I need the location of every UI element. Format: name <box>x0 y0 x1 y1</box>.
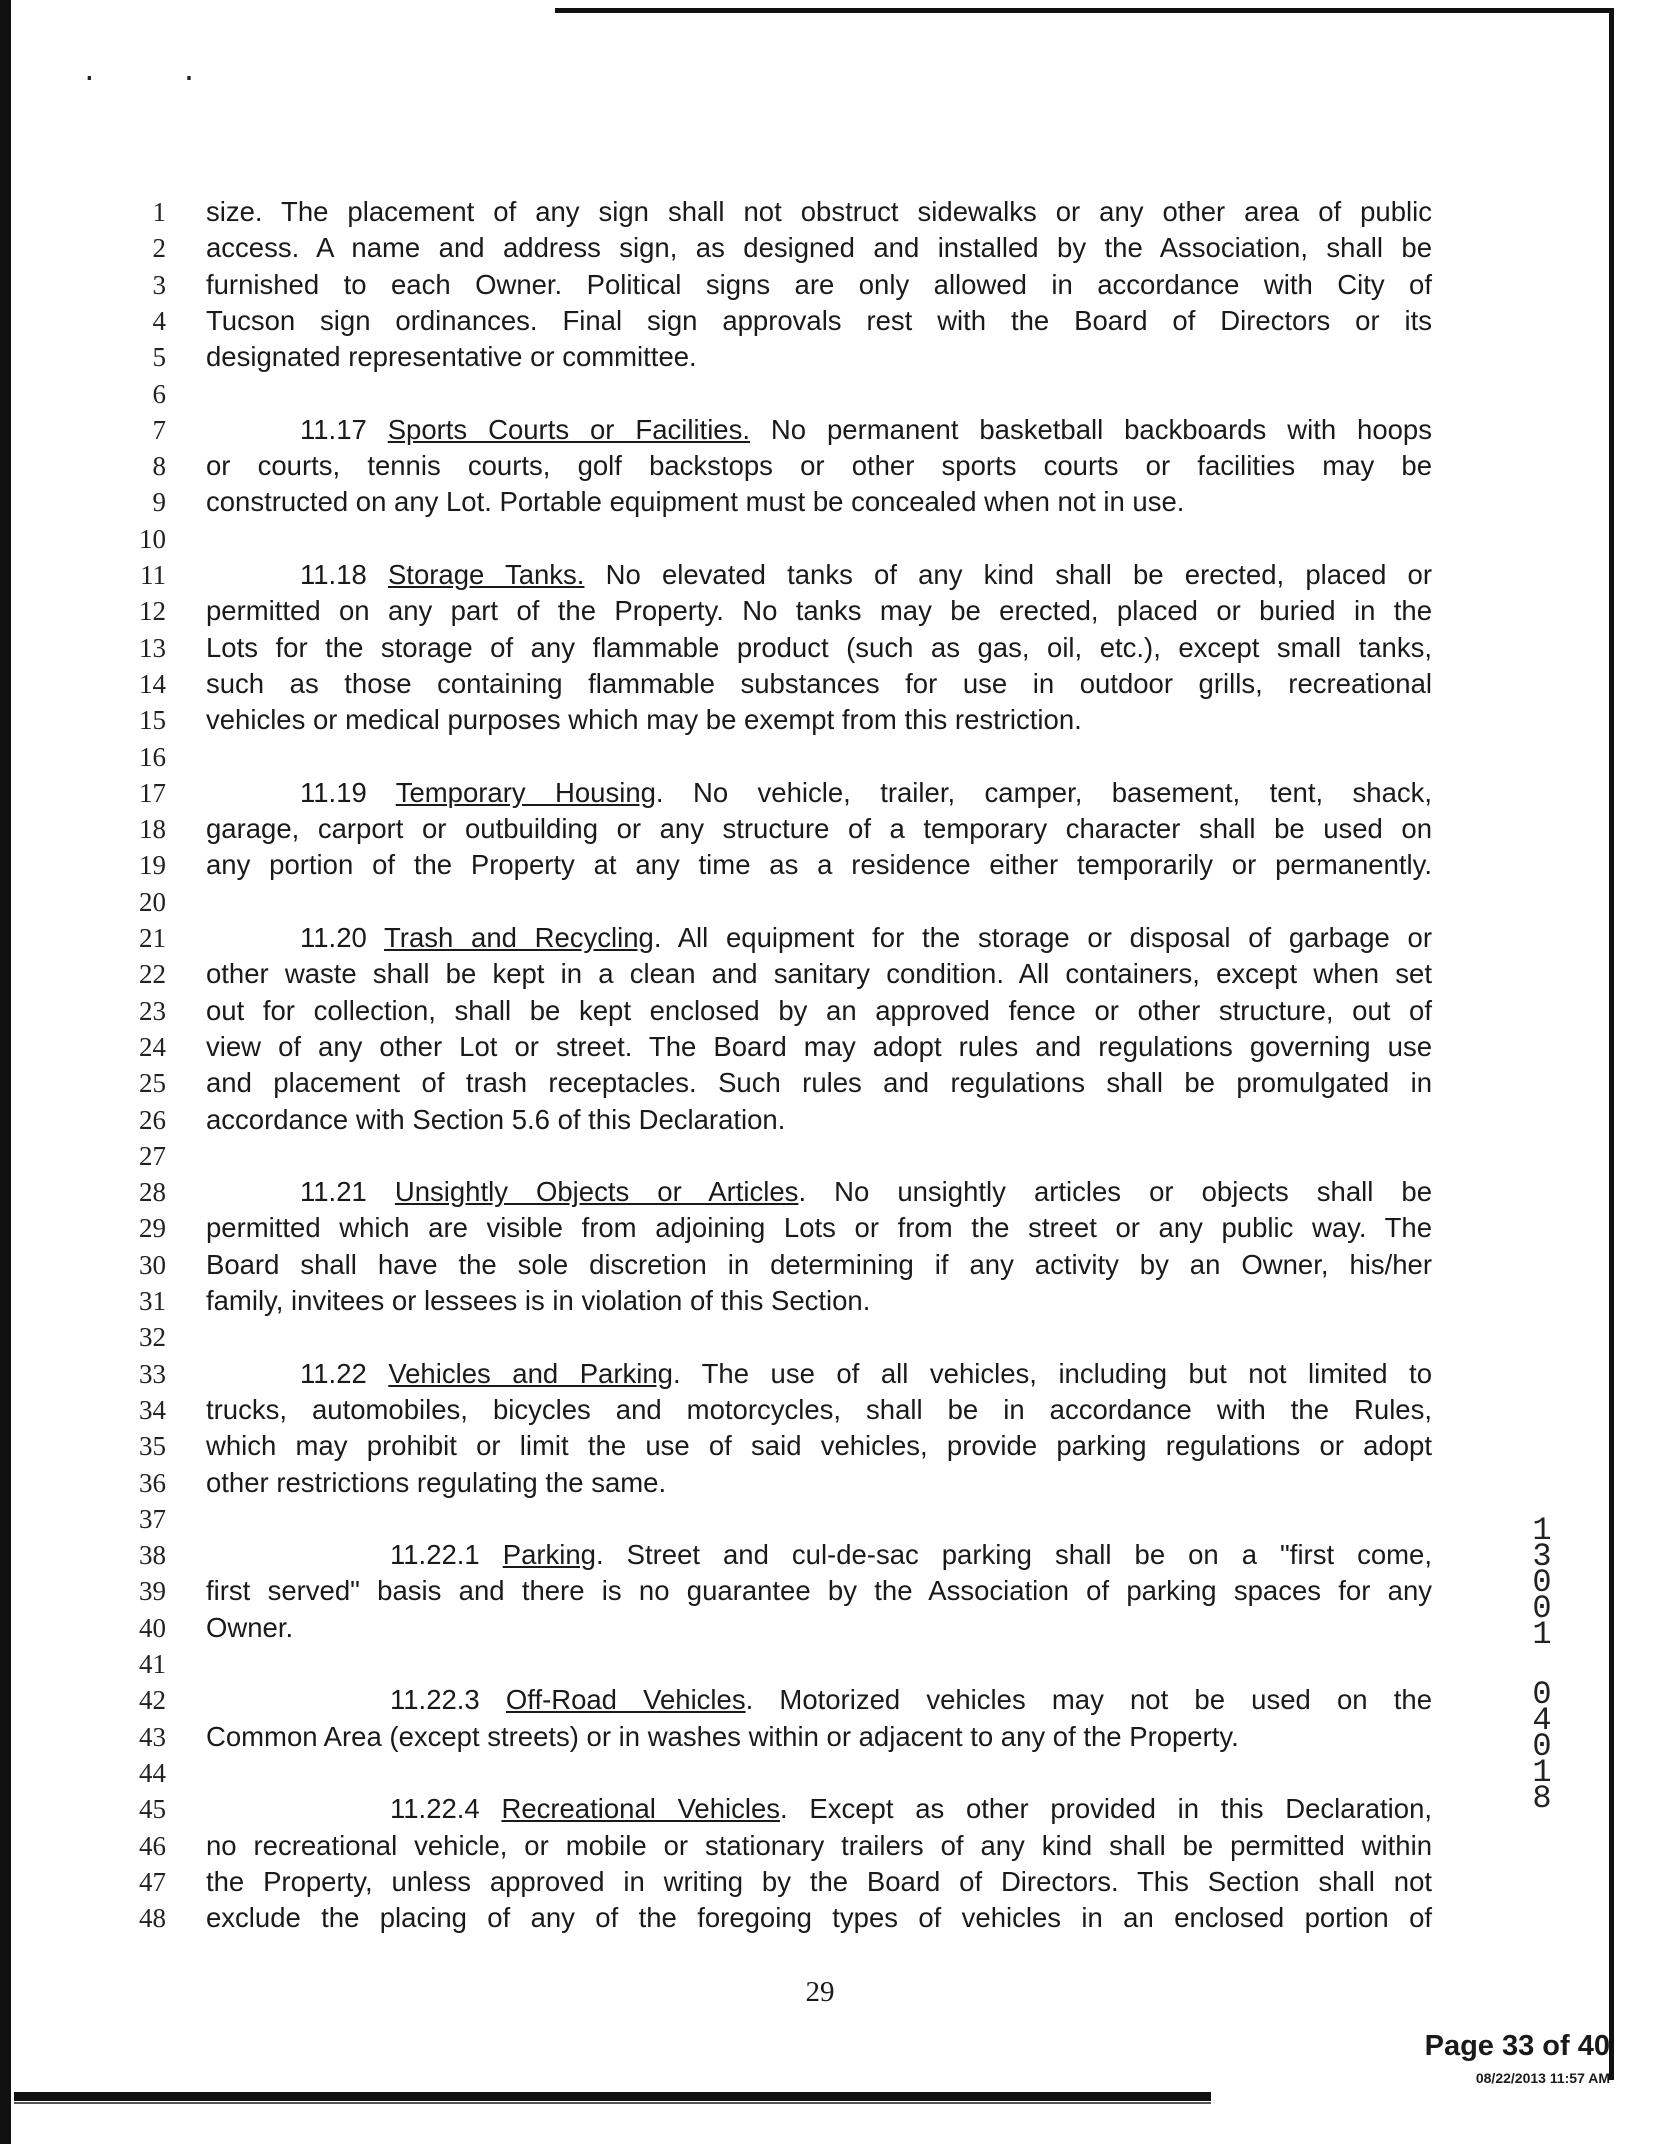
line-number: 40 <box>139 1612 166 1643</box>
text-line <box>0 1174 1600 1210</box>
line-number: 42 <box>139 1685 166 1716</box>
line-text: the Property, unless approved in writing by the Board of Directors. This Section shall not <box>206 1865 1432 1897</box>
line-number: 25 <box>139 1068 166 1099</box>
stamp-digit: 0 <box>1532 1564 1552 1601</box>
line-number: 48 <box>139 1903 166 1934</box>
text-line <box>0 920 1600 956</box>
section-heading: Recreational Vehicles <box>501 1793 781 1825</box>
text-line <box>0 1573 1600 1609</box>
stamp-digit: 0 <box>1532 1676 1552 1713</box>
line-number: 2 <box>152 233 166 264</box>
line-number: 27 <box>139 1140 166 1171</box>
line-text: any portion of the Property at any time as a residence either temporarily or permanently. <box>206 849 1432 881</box>
line-number: 29 <box>139 1213 166 1244</box>
stamp-digit: 1 <box>1532 1512 1552 1549</box>
stamp-digit: 1 <box>1532 1616 1552 1653</box>
text-line <box>0 630 1600 666</box>
text-line <box>0 1465 1600 1501</box>
line-text: other restrictions regulating the same. <box>206 1466 667 1498</box>
line-number: 17 <box>139 777 166 808</box>
text-line <box>0 1029 1600 1065</box>
text-line <box>0 1828 1600 1864</box>
line-number: 37 <box>139 1503 166 1534</box>
line-text: 11.22.1 Parking. Street and cul-de-sac parking shall be on a "first come, <box>390 1539 1432 1571</box>
text-line <box>0 956 1600 992</box>
line-number: 41 <box>139 1649 166 1679</box>
line-number: 12 <box>139 596 166 627</box>
text-line <box>0 1283 1600 1319</box>
bottom-border-rule <box>14 2092 1211 2101</box>
text-line <box>0 1247 1600 1283</box>
line-text: permitted on any part of the Property. No tanks may be erected, placed or buried in the <box>206 595 1432 627</box>
text-line <box>0 775 1600 811</box>
text-line <box>0 1719 1600 1755</box>
text-line <box>0 376 1600 412</box>
line-text: family, invitees or lessees is in violation of this Section. <box>206 1285 871 1316</box>
line-number: 15 <box>139 705 166 736</box>
line-number: 13 <box>139 632 166 663</box>
line-number: 22 <box>139 959 166 990</box>
line-text: vehicles or medical purposes which may be exempt from this restriction. <box>206 704 1082 736</box>
line-number: 26 <box>139 1104 166 1135</box>
line-text: Board shall have the sole discretion in determining if any activity by an Owner, his/her <box>206 1248 1432 1280</box>
line-text: 11.19 Temporary Housing. No vehicle, trailer, camper, basement, tent, shack, <box>300 776 1433 808</box>
text-line <box>0 1356 1600 1392</box>
right-border-rule <box>1609 8 1614 2080</box>
page-of-label: Page 33 of 40 <box>1424 2030 1610 2062</box>
line-text: first served" basis and there is no guarantee by the Association of parking spaces for any <box>206 1575 1432 1607</box>
line-number: 32 <box>139 1322 166 1353</box>
section-heading: Parking <box>502 1539 596 1571</box>
line-number: 31 <box>139 1286 166 1316</box>
text-line <box>0 884 1600 920</box>
section-heading: Trash and Recycling <box>384 922 654 953</box>
line-text: 11.22 Vehicles and Parking. The use of all vehicles, including but not limited to <box>300 1357 1432 1389</box>
line-text: accordance with Section 5.6 of this Declaration. <box>206 1103 786 1135</box>
line-number: 24 <box>139 1031 166 1062</box>
line-text: or courts, tennis courts, golf backstops or other sports courts or facilities may be <box>206 450 1432 482</box>
line-number: 8 <box>152 451 166 482</box>
text-line <box>0 702 1600 738</box>
page-number: 29 <box>805 1976 835 2008</box>
text-line <box>0 1065 1600 1101</box>
line-number: 20 <box>139 886 166 917</box>
line-text: permitted which are visible from adjoining Lots or from the street or any public way. The <box>206 1212 1432 1244</box>
text-line <box>0 1676 1600 1718</box>
line-number: 21 <box>139 923 166 953</box>
line-text: furnished to each Owner. Political signs are only allowed in accordance with City of <box>206 268 1432 300</box>
line-number: 14 <box>139 668 166 699</box>
text-line <box>0 1537 1600 1573</box>
line-text: Owner. <box>206 1611 294 1643</box>
text-line <box>0 267 1600 303</box>
stamp-digit: 3 <box>1532 1538 1552 1575</box>
text-line <box>0 1138 1600 1174</box>
stamp-digit: 0 <box>1532 1590 1552 1627</box>
line-number: 47 <box>139 1866 166 1897</box>
line-number: 5 <box>152 342 166 373</box>
line-number: 30 <box>139 1249 166 1280</box>
text-line <box>0 593 1600 629</box>
text-line <box>0 1864 1600 1900</box>
text-line <box>0 1646 1600 1682</box>
line-text: size. The placement of any sign shall not obstruct sidewalks or any other area of public <box>206 196 1432 227</box>
section-heading: Storage Tanks. <box>387 559 585 590</box>
line-text: out for collection, shall be kept enclosed by an approved fence or other structure, out of <box>206 994 1432 1026</box>
line-text: 11.21 Unsightly Objects or Articles. No unsightly articles or objects shall be <box>300 1176 1433 1208</box>
text-line <box>0 1755 1600 1791</box>
text-line <box>0 1900 1600 1936</box>
line-number: 34 <box>139 1394 166 1425</box>
line-number: 1 <box>152 197 166 227</box>
line-text: which may prohibit or limit the use of said vehicles, provide parking regulations or adopt <box>206 1430 1432 1462</box>
text-line <box>0 557 1600 593</box>
text-line <box>0 1501 1600 1537</box>
line-number: 39 <box>139 1576 166 1607</box>
text-line <box>0 1319 1600 1355</box>
line-number: 19 <box>139 850 166 881</box>
line-text: 11.20 Trash and Recycling. All equipment for the storage or disposal of garbage or <box>300 922 1432 953</box>
recording-number-stamp <box>1524 1512 1560 1817</box>
line-text: Lots for the storage of any flammable product (such as gas, oil, etc.), except small tanks, <box>206 631 1432 663</box>
text-line <box>0 1428 1600 1464</box>
line-text: other waste shall be kept in a clean and sanitary condition. All containers, except when set <box>206 958 1432 990</box>
text-line <box>0 194 1600 230</box>
line-text: no recreational vehicle, or mobile or stationary trailers of any kind shall be permitted within <box>206 1829 1432 1861</box>
top-border-rule <box>555 8 1613 13</box>
text-line <box>0 521 1600 557</box>
line-text: Common Area (except streets) or in washes within or adjacent to any of the Property. <box>206 1720 1239 1752</box>
text-line <box>0 412 1600 448</box>
line-number: 46 <box>139 1830 166 1861</box>
text-line <box>0 666 1600 702</box>
line-text: view of any other Lot or street. The Board may adopt rules and regulations governing use <box>206 1030 1432 1062</box>
text-line <box>0 1102 1600 1138</box>
line-number: 7 <box>152 414 166 445</box>
line-text: 11.22.3 Off-Road Vehicles. Motorized vehicles may not be used on the <box>390 1684 1432 1716</box>
line-number: 38 <box>139 1540 166 1571</box>
line-number: 10 <box>139 523 166 554</box>
line-number: 18 <box>139 814 166 845</box>
line-text: trucks, automobiles, bicycles and motorcycles, shall be in accordance with the Rules, <box>206 1393 1432 1425</box>
line-text: 11.18 Storage Tanks. No elevated tanks of any kind shall be erected, placed or <box>300 559 1432 590</box>
line-number: 45 <box>139 1794 166 1825</box>
section-heading: Unsightly Objects or Articles <box>394 1176 799 1208</box>
text-line <box>0 303 1600 339</box>
scan-specks: ․ ․ <box>84 51 235 87</box>
text-line <box>0 339 1600 375</box>
line-text: and placement of trash receptacles. Such rules and regulations shall be promulgated in <box>206 1067 1432 1099</box>
bottom-border-thin <box>14 2102 1211 2104</box>
line-number: 23 <box>139 995 166 1026</box>
stamp-digit: 8 <box>1532 1780 1552 1817</box>
line-text: 11.22.4 Recreational Vehicles. Except as other provided in this Declaration, <box>390 1793 1433 1825</box>
line-text: designated representative or committee. <box>206 341 697 373</box>
line-number: 33 <box>139 1358 166 1389</box>
section-heading: Temporary Housing <box>395 776 656 808</box>
stamp-digit: 1 <box>1532 1754 1552 1791</box>
line-number: 16 <box>139 741 166 772</box>
line-text: Tucson sign ordinances. Final sign approvals rest with the Board of Directors or its <box>206 304 1432 336</box>
section-heading: Sports Courts or Facilities. <box>387 413 750 445</box>
line-text: constructed on any Lot. Portable equipment must be concealed when not in use. <box>206 486 1185 518</box>
stamp-digit: 4 <box>1532 1702 1552 1739</box>
line-number: 35 <box>139 1431 166 1462</box>
print-timestamp: 08/22/2013 11:57 AM <box>1475 2070 1610 2086</box>
line-text: such as those containing flammable substances for use in outdoor grills, recreational <box>206 667 1432 699</box>
line-text: exclude the placing of any of the foregoing types of vehicles in an enclosed portion of <box>206 1902 1432 1934</box>
line-number: 4 <box>152 305 166 336</box>
line-number: 28 <box>139 1177 166 1208</box>
line-number: 6 <box>152 378 166 409</box>
text-line <box>0 993 1600 1029</box>
text-line <box>0 1210 1600 1246</box>
text-line <box>0 1610 1600 1653</box>
text-line <box>0 739 1600 775</box>
text-line <box>0 484 1600 520</box>
line-text: access. A name and address sign, as designed and installed by the Association, shall be <box>206 232 1432 264</box>
line-text: 11.17 Sports Courts or Facilities. No permanent basketball backboards with hoops <box>300 413 1432 445</box>
text-line <box>0 230 1600 266</box>
section-heading: Off-Road Vehicles <box>505 1684 746 1716</box>
line-text: garage, carport or outbuilding or any structure of a temporary character shall be used on <box>206 813 1432 845</box>
text-line <box>0 847 1600 883</box>
text-line <box>0 1392 1600 1428</box>
line-number: 3 <box>152 269 166 300</box>
stamp-digit: 0 <box>1532 1728 1552 1765</box>
line-number: 11 <box>140 560 166 590</box>
line-number: 36 <box>139 1467 166 1498</box>
text-line <box>0 1791 1600 1827</box>
text-line <box>0 448 1600 484</box>
line-number: 43 <box>139 1721 166 1752</box>
text-line <box>0 811 1600 847</box>
line-number: 44 <box>139 1757 166 1788</box>
line-number: 9 <box>152 487 166 518</box>
section-heading: Vehicles and Parking <box>388 1357 673 1389</box>
